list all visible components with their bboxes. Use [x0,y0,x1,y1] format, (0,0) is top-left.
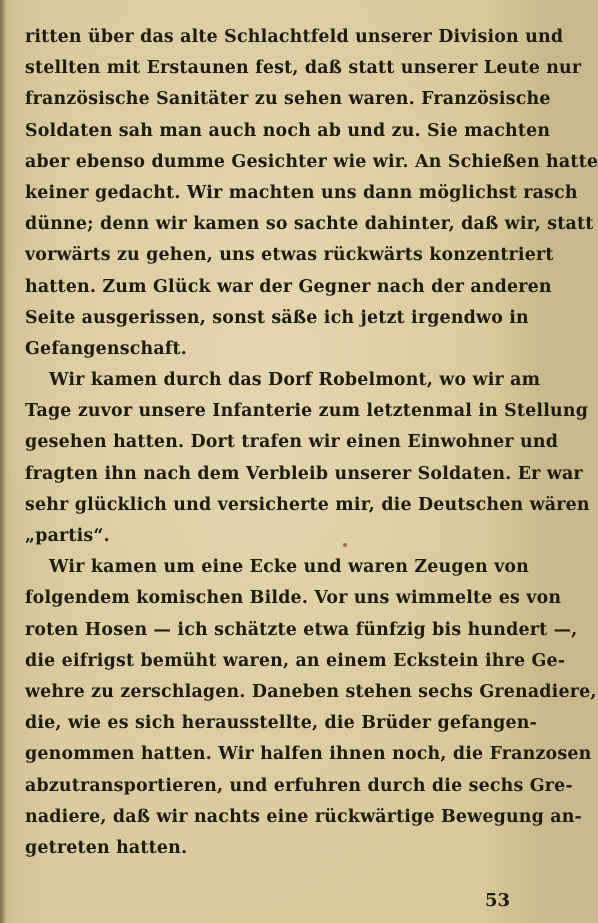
paragraph [25,365,590,552]
text-line: genommen hatten. Wir halfen ihnen noch, die Franzosen [25,744,592,765]
text-line: getreten hatten. [25,837,188,858]
text-line: vorwärts zu gehen, uns etwas rückwärts konzentriert [25,245,554,266]
paragraph [25,22,598,365]
body-text [25,22,598,864]
ink-fleck [343,543,347,547]
text-line: folgendem komischen Bilde. Vor uns wimmelte es von [25,588,562,609]
text-line: Wir kamen um eine Ecke und waren Zeugen von [49,557,530,578]
text-line: „partis“. [25,526,110,546]
text-line: stellten mit Erstaunen fest, daß statt unserer Leute nur [25,58,582,79]
text-line: sehr glücklich und versicherte mir, die Deutschen wären [25,494,590,515]
paragraph [25,552,597,864]
text-line: keiner gedacht. Wir machten uns dann möglichst rasch [25,182,578,203]
text-line: abzutransportieren, und erfuhren durch die sechs Gre- [25,775,573,796]
text-line: Tage zuvor unsere Infanterie zum letztenmal in Stellung [25,401,589,422]
text-line: aber ebenso dumme Gesichter wie wir. An Schießen hatte [25,151,598,172]
text-line: nadiere, daß wir nachts eine rückwärtige Bewegung an- [25,806,582,827]
text-line: dünne; denn wir kamen so sachte dahinter, daß wir, statt [25,214,594,235]
text-line: fragten ihn nach dem Verbleib unserer Soldaten. Er war [25,463,583,484]
text-line: Gefangenschaft. [25,338,188,359]
text-line: Wir kamen durch das Dorf Robelmont, wo wir am [49,370,541,391]
text-line: roten Hosen — ich schätzte etwa fünfzig bis hundert —, [25,619,578,640]
text-line: hatten. Zum Glück war der Gegner nach der anderen [25,276,552,297]
text-line: ritten über das alte Schlachtfeld unserer Division und [25,27,564,47]
text-line: Seite ausgerissen, sonst säße ich jetzt irgendwo in [25,307,529,328]
text-line: gesehen hatten. Dort trafen wir einen Einwohner und [25,432,559,453]
text-line: die, wie es sich herausstellte, die Brüder gefangen- [25,713,538,734]
text-line: Soldaten sah man auch noch ab und zu. Sie machten [25,120,551,141]
page-number: 53 [484,890,510,911]
text-line: französische Sanitäter zu sehen waren. Französische [25,89,551,110]
text-line: die eifrigst bemüht waren, an einem Eckstein ihre Ge- [25,650,566,671]
text-line: wehre zu zerschlagen. Daneben stehen sechs Grenadiere, [25,681,597,702]
